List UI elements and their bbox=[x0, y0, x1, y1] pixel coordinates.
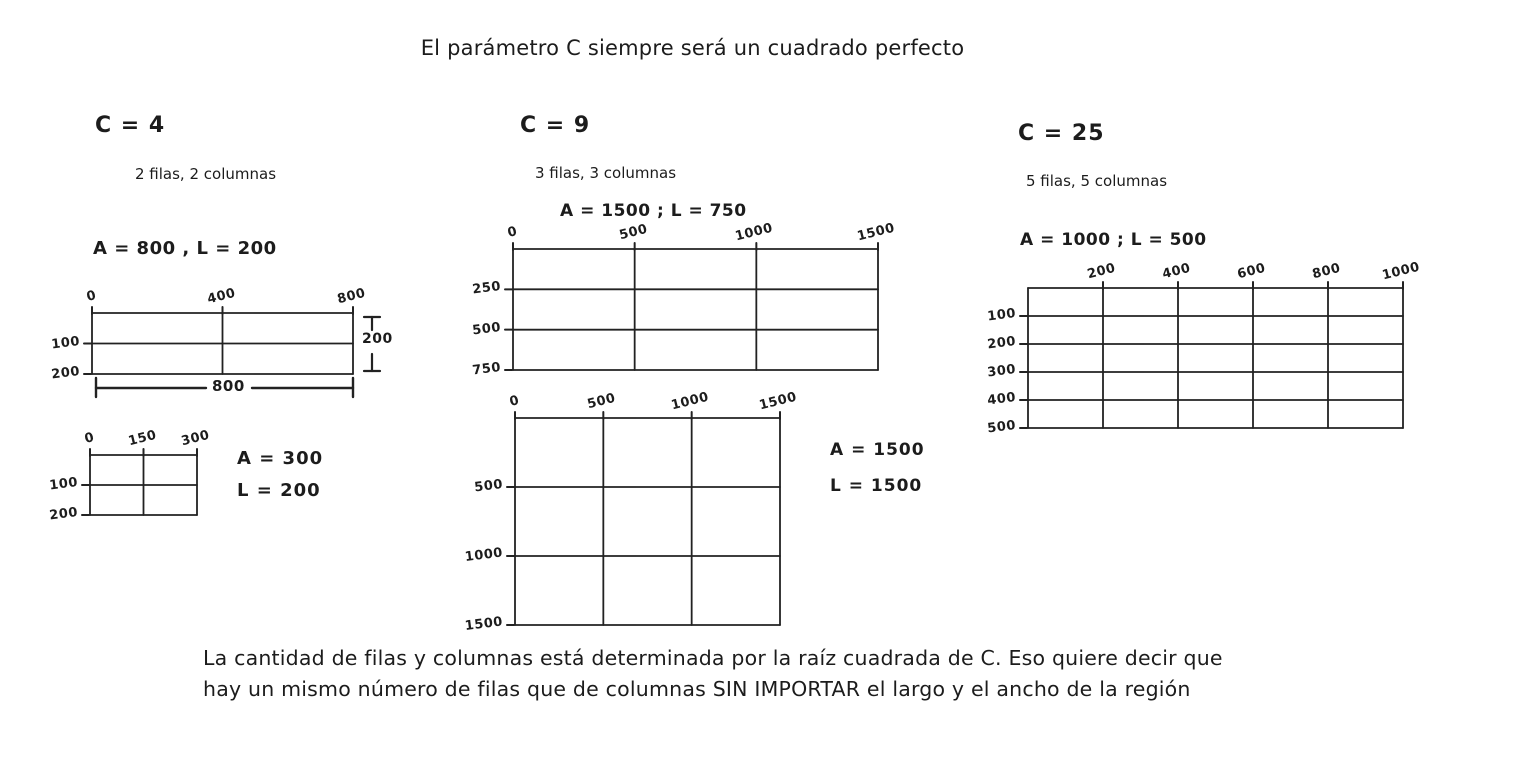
grid-top-tick-label: 1000 bbox=[1380, 259, 1422, 284]
grid-top-tick-label: 150 bbox=[126, 427, 158, 450]
grid-left-tick-label: 250 bbox=[471, 279, 502, 298]
section-c25-params: A = 1000 ; L = 500 bbox=[1020, 230, 1207, 250]
grid-top-tick-label: 600 bbox=[1235, 260, 1268, 283]
grid-top-tick-label: 500 bbox=[617, 221, 649, 244]
grid-left-tick-label: 1000 bbox=[464, 545, 504, 566]
grid-top-tick-label: 1000 bbox=[734, 220, 775, 245]
grid-left-tick-label: 200 bbox=[986, 334, 1017, 353]
grid-top-tick-label: 1000 bbox=[669, 389, 711, 414]
grid-left-tick-label: 200 bbox=[48, 505, 79, 524]
grid-top-tick-label: 800 bbox=[335, 285, 368, 308]
grid-left-tick-label: 200 bbox=[50, 364, 81, 383]
grid-lines bbox=[501, 404, 794, 639]
grid-top-tick-label: 1500 bbox=[855, 220, 897, 245]
grid-c4-region-800x200 bbox=[50, 285, 368, 383]
section-c4-params: A = 800 , L = 200 bbox=[93, 238, 277, 259]
section-c9-subheading: 3 filas, 3 columnas bbox=[535, 164, 677, 182]
grid-c25-region-1000x500 bbox=[986, 259, 1422, 437]
grid-top-tick-label: 300 bbox=[179, 427, 212, 450]
section-c9-heading: C = 9 bbox=[520, 113, 591, 138]
grid-left-tick-label: 100 bbox=[48, 475, 79, 494]
section-c25-subheading: 5 filas, 5 columnas bbox=[1026, 172, 1168, 190]
grid-left-tick-label: 500 bbox=[986, 418, 1017, 437]
height-dimension-label: 200 bbox=[362, 331, 393, 347]
grid-left-tick-label: 500 bbox=[471, 319, 502, 339]
grid-left-tick-label: 1500 bbox=[464, 614, 504, 635]
grid-lines bbox=[1014, 274, 1417, 442]
grid-left-tick-label: 100 bbox=[986, 306, 1017, 325]
grid-top-tick-label: 0 bbox=[85, 288, 98, 305]
footer-line-2: hay un mismo número de filas que de columnas SIN IMPORTAR el largo y el ancho de la región bbox=[203, 677, 1191, 701]
grid-left-tick-label: 500 bbox=[473, 477, 504, 496]
section-c9-params: A = 1500 ; L = 750 bbox=[560, 201, 747, 221]
grid-lines bbox=[76, 441, 211, 529]
grid-top-tick-label: 200 bbox=[1085, 260, 1118, 283]
grid-lines bbox=[499, 235, 892, 384]
footer-line-1: La cantidad de filas y columnas está determinada por la raíz cuadrada de C. Eso quiere decir que bbox=[203, 646, 1223, 670]
grid-top-tick-label: 400 bbox=[205, 285, 237, 308]
section-c4-subheading: 2 filas, 2 columnas bbox=[135, 165, 277, 183]
grid-top-tick-label: 400 bbox=[1160, 260, 1193, 283]
grid-c9-region-1500x1500 bbox=[464, 389, 799, 635]
c9-square-grid-length-label: L = 1500 bbox=[830, 476, 923, 496]
grid-top-tick-label: 0 bbox=[508, 393, 521, 410]
grid-c4-region-300x200 bbox=[48, 427, 212, 524]
c9-square-grid-area-label: A = 1500 bbox=[830, 440, 925, 460]
width-dimension-label: 800 bbox=[212, 377, 245, 395]
section-c25-heading: C = 25 bbox=[1018, 121, 1105, 146]
grid-top-tick-label: 800 bbox=[1310, 260, 1343, 283]
c4-small-grid-area-label: A = 300 bbox=[237, 448, 324, 469]
c4-small-grid-length-label: L = 200 bbox=[237, 480, 321, 501]
grid-left-tick-label: 100 bbox=[50, 333, 81, 352]
section-c4-heading: C = 4 bbox=[95, 113, 166, 138]
grid-top-tick-label: 0 bbox=[506, 224, 519, 241]
grid-left-tick-label: 400 bbox=[986, 390, 1017, 409]
grid-top-tick-label: 0 bbox=[83, 430, 96, 447]
grid-top-tick-label: 1500 bbox=[757, 389, 799, 414]
page-title: El parámetro C siempre será un cuadrado perfecto bbox=[420, 36, 965, 60]
grid-c9-region-1500x750 bbox=[471, 220, 897, 379]
grid-left-tick-label: 300 bbox=[986, 362, 1017, 381]
grid-left-tick-label: 750 bbox=[471, 360, 502, 379]
grid-top-tick-label: 500 bbox=[586, 390, 618, 413]
